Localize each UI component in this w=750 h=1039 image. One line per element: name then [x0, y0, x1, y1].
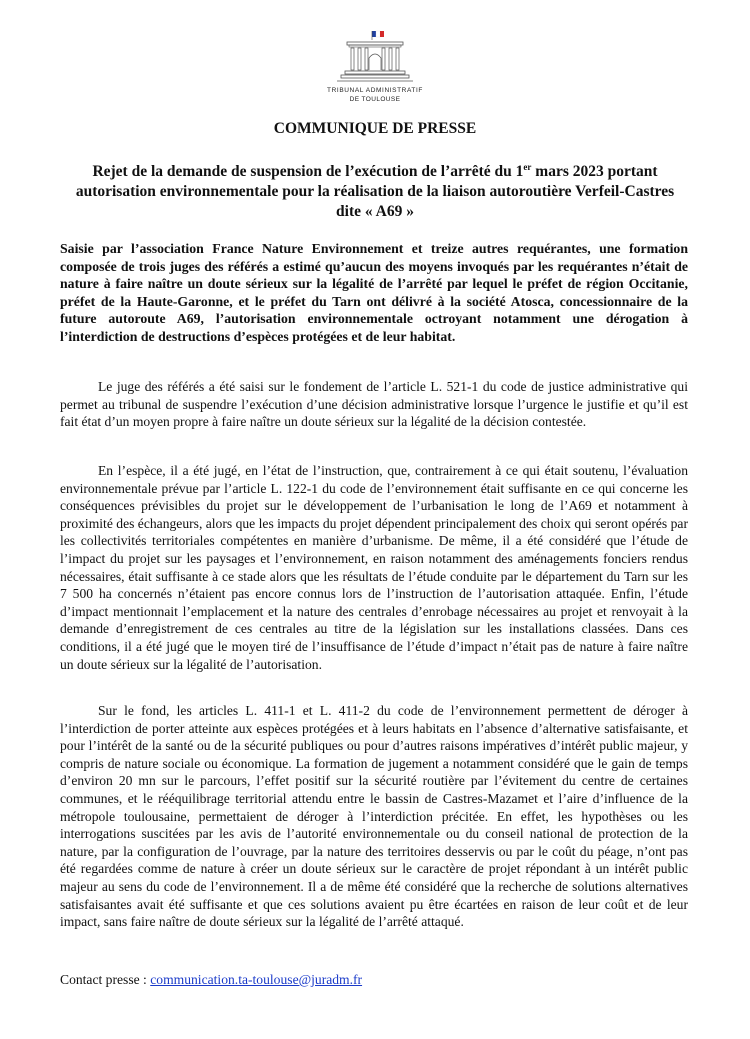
subtitle-part1: Rejet de la demande de suspension de l’exécution de l’arrêté du 1	[92, 163, 524, 181]
subtitle-superscript: er	[523, 162, 532, 172]
body-paragraph-2: En l’espèce, il a été jugé, en l’état de l’instruction, que, contrairement à ce qui était soutenu, l’évaluation environnementale prévue par l’article L. 122-1 du code de l’environnement était suffisante en ce qui concerne les conséquences prévisibles du projet sur le développement de l’urbanisation le long de l’A69 et notamment à proximité des échangeurs, alors que les impacts du projet dépendent principalement des choix qui seront opérés par les collectivités territoriales compétentes en manière d’urbanisme. De même, il a été considéré que l’étude de l’impact du projet sur les paysages et l’environnement, en raison notamment des aménagements fonciers rendus nécessaires, était suffisante à ce stade alors que les résultats de l’étude conduite par le département du Tarn sur les 7 500 ha concernés n’étaient pas encore connus lors de l’instruction de l’autorisation attaquée. Enfin, l’étude d’impact mentionnait l’emplacement et la nature des centrales d’enrobage nécessaires au projet et renvoyait à la demande d’enregistrement de ces centrales au titre de la législation sur les installations classées. Dans ces conditions, il a été jugé que le moyen tiré de l’insuffisance de l’étude d’impact n’était pas de nature à faire naître un doute sérieux sur la légalité de l’autorisation.	[60, 463, 688, 672]
logo-text-line2: DE TOULOUSE	[349, 96, 401, 103]
body-paragraph-3: Sur le fond, les articles L. 411-1 et L. 411-2 du code de l’environnement permettent de déroger à l’interdiction de porter atteinte aux espèces protégées et à leurs habitats en l’absence d’alternative satisfaisante, et pour l’intérêt de la santé ou de la sécurité publiques ou pour d’autres raisons impératives d’intérêt public majeur, y compris de nature sociale ou économique. La formation de jugement a notamment considéré que le gain de temps d’environ 20 mn sur le parcours, l’effet positif sur la sécurité routière par l’évitement du centre de certaines communes, et le rééquilibrage territorial attendu entre le bassin de Castres-Mazamet et l’aire d’influence de la métropole toulousaine, permettaient de déroger à l’interdiction précitée. En effet, les hypothèses ou les interrogations suscitées par les avis de l’autorité environnementale ou du conseil national de protection de la nature, par la configuration de l’ouvrage, par la nature des territoires desservis ou par le coût du péage, n’ont pas été regardées comme de nature à créer un doute sérieux sur le caractère de projet répondant à un intérêt public majeur au sens du code de l’environnement. Il a de même été considéré que la recherche de solutions alternatives satisfaisantes avait été suffisante et que ces solutions avaient pu être écartées en raison de leur coût et de leur impact, sans faire naître de doute sérieux sur la légalité de l’arrêté attaqué.	[60, 703, 688, 930]
contact-email-link[interactable]: communication.ta-toulouse@juradm.fr	[150, 972, 363, 987]
summary-paragraph: Saisie par l’association France Nature Environnement et treize autres requérantes, une formation composée de trois juges des référés a estimé qu’aucun des moyens invoqués par les requérantes n’était de nature à faire naître un doute sérieux sur la légalité de l’arrêté par lequel le préfet de région Occitanie, préfet de la Haute-Garonne, et le préfet du Tarn ont délivré à la société Atosca, concessionnaire de la future autoroute A69, l’autorisation environnementale octroyant notamment une dérogation à l’interdiction de destructions d’espèces protégées et de leur habitat.	[60, 241, 688, 344]
press-release-subtitle	[70, 157, 680, 222]
contact-label: Contact presse :	[60, 972, 151, 987]
press-contact	[60, 972, 362, 988]
body-paragraph-1: Le juge des référés a été saisi sur le fondement de l’article L. 521-1 du code de justice administrative qui permet au tribunal de suspendre l’exécution d’une décision administrative lorsque l’urgence le justifie et qu’il est fait état d’un moyen propre à faire naître un doute sérieux sur la légalité de la décision contestée.	[60, 379, 688, 430]
page-title: COMMUNIQUE DE PRESSE	[273, 120, 477, 137]
tribunal-logo	[310, 28, 440, 110]
subtitle-part2: mars 2023 portant autorisation environnementale pour la réalisation de la liaison autoroutière Verfeil-Castres dite « A69 »	[75, 163, 675, 221]
courthouse-logo-icon	[335, 28, 415, 86]
logo-text-line1: TRIBUNAL ADMINISTRATIF	[327, 87, 423, 94]
